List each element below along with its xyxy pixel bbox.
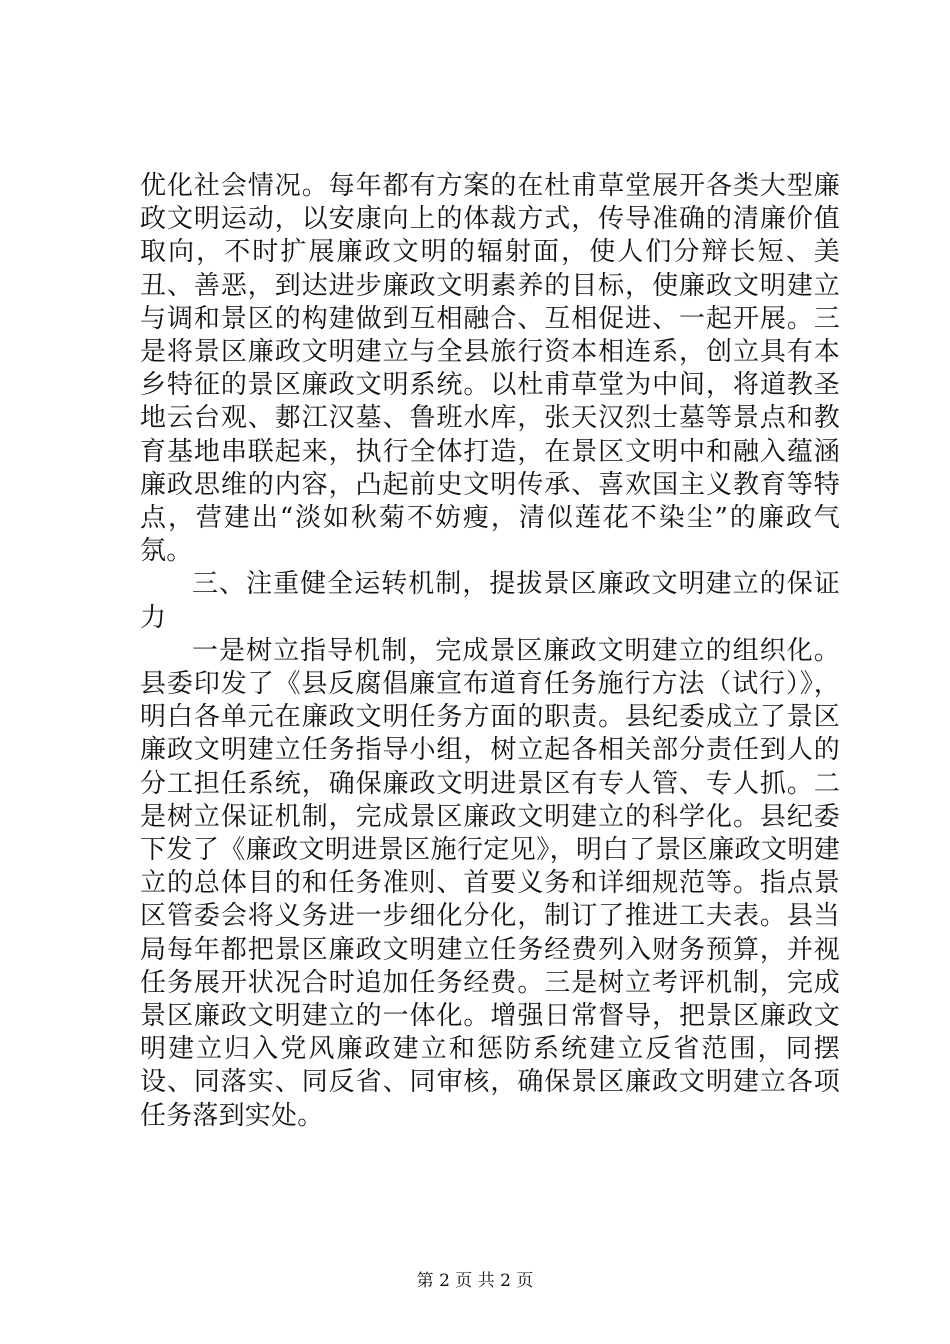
paragraph-continuation: 优化社会情况。每年都有方案的在杜甫草堂展开各类大型廉政文明运动，以安康向上的体裁方式，传导准确的清廉价值取向，不时扩展廉政文明的辐射面，使人们分辩长短、美丑、善恶，到达进步廉政文明素养的目标，使廉政文明建立与调和景区的构建做到互相融合、互相促进、一起开展。三是将景区廉政文明建立与全县旅行资本相连系，创立具有本乡特征的景区廉政文明系统。以杜甫草堂为中间，将道教圣地云台观、郪江汉墓、鲁班水库，张天汉烈士墓等景点和教育基地串联起来，执行全体打造，在景区文明中和融入蕴涵廉政思维的内容，凸起前史文明传承、喜欢国主义教育等特点，营建出“淡如秋菊不妨瘦，清似莲花不染尘”的廉政气氛。: [140, 171, 840, 567]
paragraph-mechanism: 一是树立指导机制，完成景区廉政文明建立的组织化。县委印发了《县反腐倡廉宣布道育任务施行方法（试行）》，明白各单元在廉政文明任务方面的职责。县纪委成立了景区廉政文明建立任务指导小组，树立起各相关部分责任到人的分工担任系统，确保廉政文明进景区有专人管、专人抓。二是树立保证机制，完成景区廉政文明建立的科学化。县纪委下发了《廉政文明进景区施行定见》，明白了景区廉政文明建立的总体目的和任务准则、首要义务和详细规范等。指点景区管委会将义务进一步细化分化，制订了推进工夫表。县当局每年都把景区廉政文明建立任务经费列入财务预算，并视任务展开状况合时追加任务经费。三是树立考评机制，完成景区廉政文明建立的一体化。增强日常督导，把景区廉政文明建立归入党风廉政建立和惩防系统建立反省范围，同摆设、同落实、同反省、同审核，确保景区廉政文明建立各项任务落到实处。: [140, 635, 840, 1131]
page-footer: 第 2 页 共 2 页: [416, 1271, 534, 1291]
section-heading-three: 三、注重健全运转机制，提拔景区廉政文明建立的保证力: [140, 569, 840, 633]
document-body: [140, 170, 840, 1133]
